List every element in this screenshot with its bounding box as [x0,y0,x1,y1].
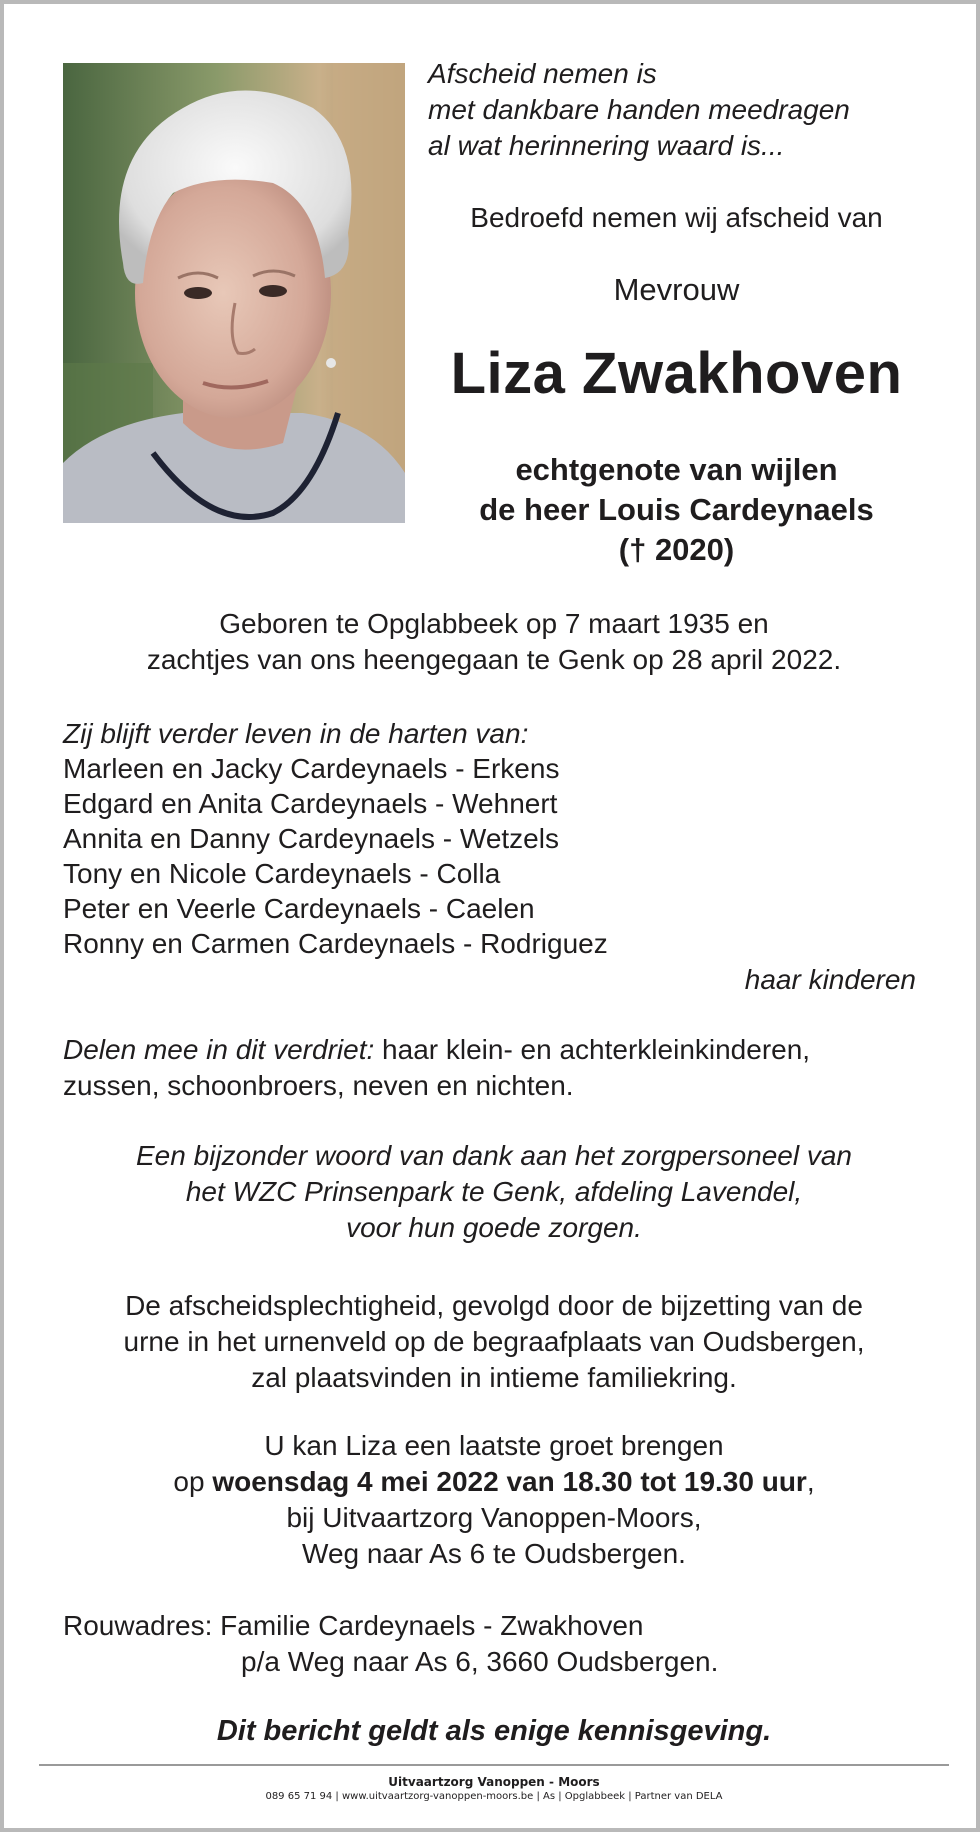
spouse-line: († 2020) [618,532,735,567]
visit-pre: op [173,1466,205,1497]
share-rest: haar klein- en achterkleinkinderen, [382,1034,811,1065]
spouse-line: de heer Louis Cardeynaels [479,492,874,527]
child-entry: Tony en Nicole Cardeynaels - Colla [63,858,501,889]
thanks-line: Een bijzonder woord van dank aan het zorgpersoneel van [135,1140,853,1171]
born-line: zachtjes van ons heengegaan te Genk op 28 april 2022. [146,644,842,675]
thanks-line: het WZC Prinsenpark te Genk, afdeling Lavendel, [185,1176,803,1207]
poem-line: al wat herinnering waard is... [428,130,785,161]
child-entry: Annita en Danny Cardeynaels - Wetzels [63,823,559,854]
share-lead: Delen mee in dit verdriet: [63,1034,375,1065]
funeral-home-name: Uitvaartzorg Vanoppen - Moors [388,1775,600,1789]
share-line-2: zussen, schoonbroers, neven en nichten. [63,1070,574,1101]
birth-death-info [44,606,944,678]
share-line [63,1032,943,1068]
ceremony-line: zal plaatsvinden in intieme familiekring. [251,1362,737,1393]
mourning-address [63,1608,943,1680]
visit-post: , [806,1466,815,1497]
footer-divider [39,1764,949,1766]
ceremony-info [44,1288,944,1396]
thanks-line: voor hun goede zorgen. [346,1212,642,1243]
born-line: Geboren te Opglabbeek op 7 maart 1935 en [219,608,769,639]
poem-line: Afscheid nemen is [428,58,657,89]
child-entry: Ronny en Carmen Cardeynaels - Rodriguez [63,928,608,959]
notice-text: Dit bericht geldt als enige kennisgeving. [216,1715,772,1747]
visit-line: bij Uitvaartzorg Vanoppen-Moors, [286,1502,702,1533]
child-entry: Peter en Veerle Cardeynaels - Caelen [63,893,535,924]
portrait-image [63,63,405,523]
address-line: Rouwadres: Familie Cardeynaels - Zwakhoven [63,1610,644,1641]
intro-text: Bedroefd nemen wij afscheid van [470,202,883,233]
family-list [63,716,943,961]
ceremony-line: De afscheidsplechtigheid, gevolgd door de bijzetting van de [125,1290,863,1321]
spouse-line: echtgenote van wijlen [515,452,838,487]
deceased-name: Liza Zwakhoven [450,341,903,406]
family-lead: Zij blijft verder leven in de harten van: [63,718,529,749]
portrait-photo [63,63,405,523]
ceremony-line: urne in het urnenveld op de begraafplaats van Oudsbergen, [123,1326,865,1357]
children-label: haar kinderen [744,964,916,995]
child-entry: Marleen en Jacky Cardeynaels - Erkens [63,753,560,784]
share-grief [63,1032,943,1104]
visit-line: Weg naar As 6 te Oudsbergen. [302,1538,686,1569]
spouse-info [424,450,929,570]
visit-line: U kan Liza een laatste groet brengen [264,1430,724,1461]
visit-date-line [44,1464,944,1500]
honorific: Mevrouw [613,272,740,307]
poem [428,56,948,164]
child-entry: Edgard en Anita Cardeynaels - Wehnert [63,788,558,819]
poem-line: met dankbare handen meedragen [428,94,850,125]
address-line-2: p/a Weg naar As 6, 3660 Oudsbergen. [241,1646,719,1677]
visit-date: woensdag 4 mei 2022 van 18.30 tot 19.30 uur [212,1466,807,1497]
visitation-info [44,1428,944,1572]
funeral-home-contact: 089 65 71 94 | www.uitvaartzorg-vanoppen-moors.be | As | Opglabbeek | Partner van DELA [265,1791,723,1802]
thanks-note [44,1138,944,1246]
